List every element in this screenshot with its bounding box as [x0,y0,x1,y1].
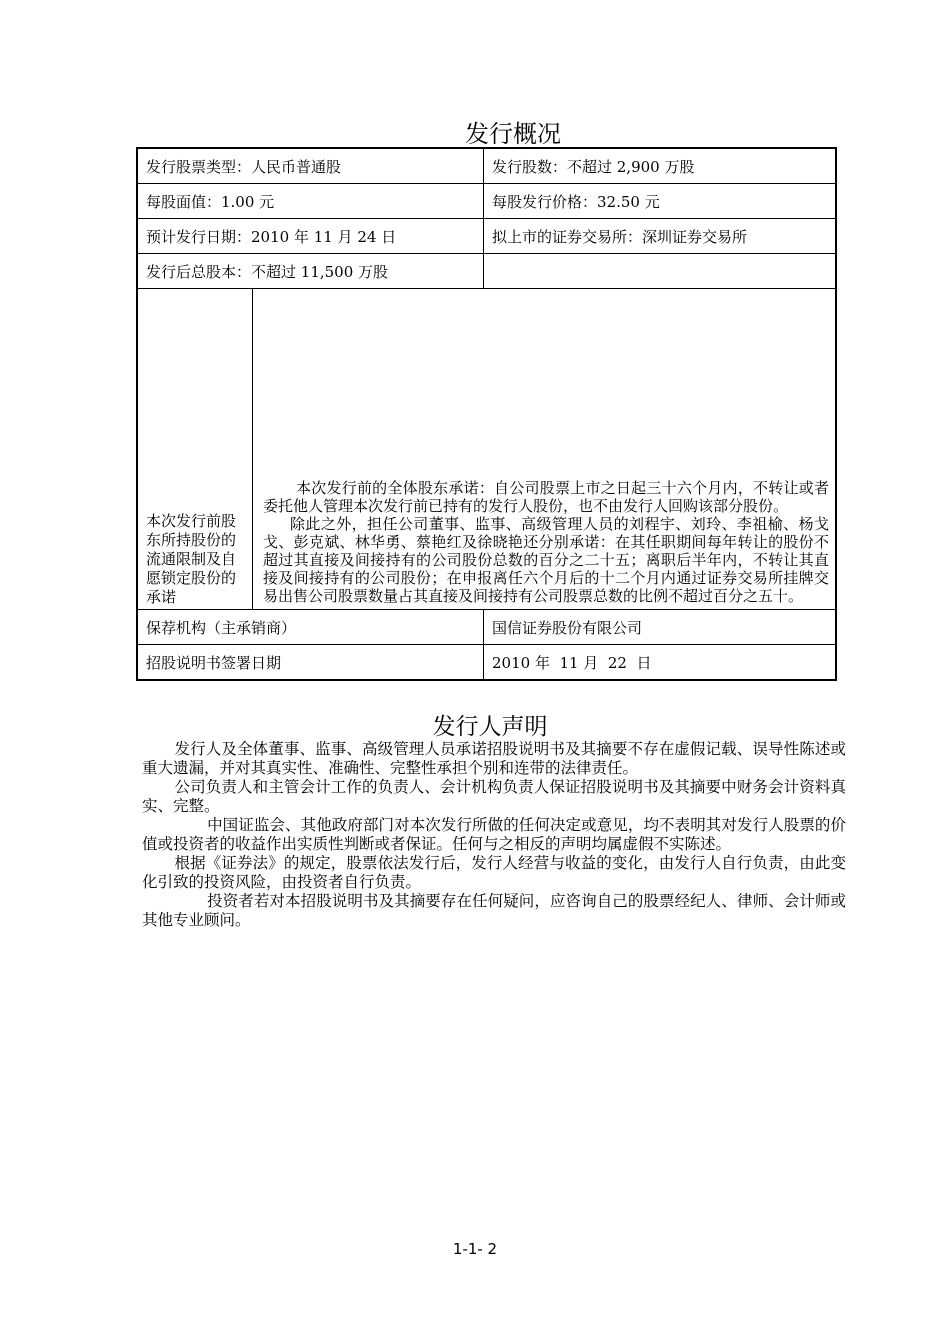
declaration-paragraph: 投资者若对本招股说明书及其摘要存在任何疑问，应咨询自己的股票经纪人、律师、会计师或其他专业顾问。 [142,892,846,929]
empty-cell [484,254,837,289]
commitment-paragraph: 除此之外，担任公司董事、监事、高级管理人员的刘程宇、刘玲、李祖榆、杨戈戈、彭克斌、林华勇、蔡艳红及徐晓艳还分别承诺：在其任职期间每年转让的股份不超过其直接及间接持有的公司股份总数的百分之二十五；离职后半年内，不转让其直接及间接持有的公司股份；在申报离任六个月后的十二个月内通过证券交易所挂牌交易出售公司股票数量占其直接及间接持有公司股票总数的比例不超过百分之五十。 [263,515,829,605]
sponsor-value: 国信证券股份有限公司 [484,610,837,645]
declaration-paragraph: 中国证监会、其他政府部门对本次发行所做的任何决定或意见，均不表明其对发行人股票的价值或投资者的收益作出实质性判断或者保证。任何与之相反的声明均属虚假不实陈述。 [142,816,846,853]
table-row [137,645,836,681]
table-row [137,289,836,610]
shares-issued-cell: 发行股数：不超过 2,900 万股 [484,148,837,184]
declaration-paragraph: 发行人及全体董事、监事、高级管理人员承诺招股说明书及其摘要不存在虚假记载、误导性陈述或重大遗漏，并对其真实性、准确性、完整性承担个别和连带的法律责任。 [142,740,846,777]
commitment-paragraph: 本次发行前的全体股东承诺：自公司股票上市之日起三十六个月内，不转让或者委托他人管理本次发行前已持有的发行人股份，也不由发行人回购该部分股份。 [263,479,829,515]
section-title: 发行概况 [465,120,561,148]
sign-date-value: 2010 年 11 月 22 日 [484,645,837,681]
table-row [137,254,836,289]
sign-date-label: 招股说明书签署日期 [137,645,484,681]
sponsor-label: 保荐机构（主承销商） [137,610,484,645]
commitment-cell [137,289,836,610]
stock-type-cell: 发行股票类型：人民币普通股 [137,148,484,184]
declaration-paragraph: 公司负责人和主管会计工作的负责人、会计机构负责人保证招股说明书及其摘要中财务会计资料真实、完整。 [142,778,846,815]
table-row [137,610,836,645]
declaration-title: 发行人声明 [432,714,548,740]
table-row [137,184,836,219]
declaration-paragraph: 根据《证券法》的规定，股票依法发行后，发行人经营与收益的变化，由发行人自行负责，由此变化引致的投资风险，由投资者自行负责。 [142,854,846,891]
table-row [137,219,836,254]
table-row [137,148,836,184]
exchange-cell: 拟上市的证券交易所：深圳证券交易所 [484,219,837,254]
page-number: 1-1- 2 [452,1240,498,1258]
commitment-label: 本次发行前股东所持股份的流通限制及自愿锁定股份的承诺 [138,289,253,609]
commitment-text [253,289,835,609]
total-shares-cell: 发行后总股本：不超过 11,500 万股 [137,254,484,289]
issue-price-cell: 每股发行价格：32.50 元 [484,184,837,219]
issuance-overview-table [136,147,837,681]
declaration-body [142,740,846,930]
issue-date-cell: 预计发行日期：2010 年 11 月 24 日 [137,219,484,254]
par-value-cell: 每股面值：1.00 元 [137,184,484,219]
